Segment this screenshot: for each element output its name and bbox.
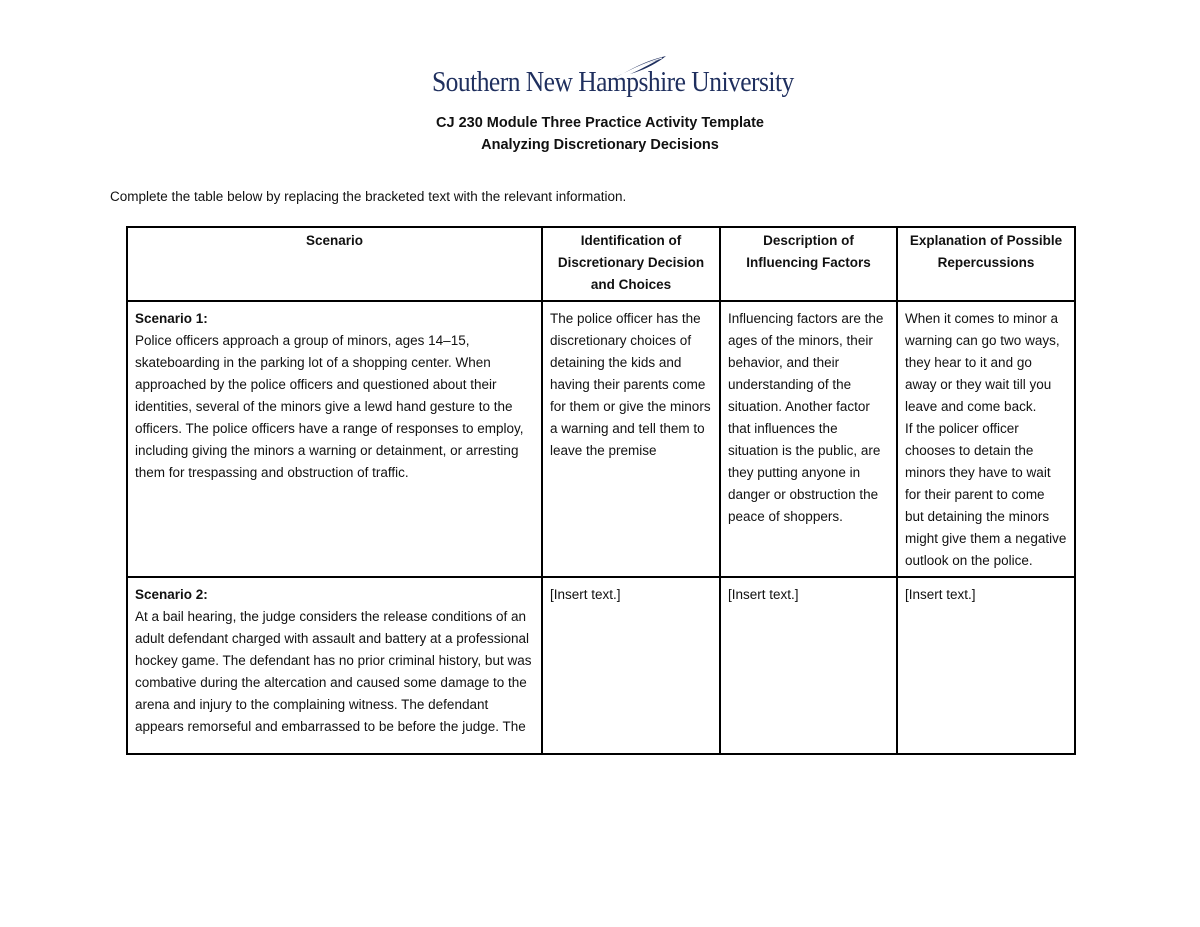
placeholder-text: [Insert text.] — [728, 587, 799, 602]
repercussions-paragraph: When it comes to minor a warning can go two ways, they hear to it and go away or they wait till you leave and come back. — [905, 311, 1060, 414]
column-header-repercussions: Explanation of Possible Repercussions — [897, 227, 1075, 301]
activity-table — [126, 226, 1076, 755]
column-header-factors: Description of Influencing Factors — [720, 227, 897, 301]
university-logo — [432, 54, 794, 106]
repercussions-paragraph: If the policer officer chooses to detain the minors they have to wait for their parent to come but detaining the minors might give them a negative outlook on the police. — [905, 421, 1067, 568]
repercussions-cell[interactable] — [897, 301, 1075, 577]
scenario-text: Police officers approach a group of minors, ages 14–15, skateboarding in the parking lot of a shopping center. When approached by the police officers and questioned about their identities, several of the minors give a lewd hand gesture to the officers. The police officers have a range of responses to employ, including giving the minors a warning or detainment, or arresting them for trespassing and obstruction of traffic. — [135, 333, 524, 480]
scenario-cell — [127, 301, 542, 577]
column-header-scenario: Scenario — [127, 227, 542, 301]
identification-cell[interactable]: The police officer has the discretionary choices of detaining the kids and having their parents come for them or give the minors a warning and tell them to leave the premise — [542, 301, 720, 577]
column-header-identification: Identification of Discretionary Decision and Choices — [542, 227, 720, 301]
placeholder-text: [Insert text.] — [905, 587, 976, 602]
table-row — [127, 577, 1075, 754]
factors-cell[interactable]: Influencing factors are the ages of the minors, their behavior, and their understanding of the situation. Another factor that influences the situation is the public, are they putting anyone in danger or obstruction the peace of shoppers. — [720, 301, 897, 577]
scenario-cell — [127, 577, 542, 754]
instructions-text: Complete the table below by replacing the bracketed text with the relevant information. — [110, 189, 627, 204]
scenario-title: Scenario 2: — [135, 587, 208, 602]
logo-text: Southern New Hampshire University — [432, 66, 794, 98]
factors-cell[interactable] — [720, 577, 897, 754]
scenario-text: At a bail hearing, the judge considers the release conditions of an adult defendant charged with assault and battery at a professional hockey game. The defendant has no prior criminal history, but was combative during the altercation and caused some damage to the arena and injury to the complaining witness. The defendant appears remorseful and embarrassed to be before the judge. The — [135, 609, 532, 734]
repercussions-cell[interactable] — [897, 577, 1075, 754]
document-header — [0, 112, 1200, 156]
identification-cell[interactable] — [542, 577, 720, 754]
scenario-title: Scenario 1: — [135, 311, 208, 326]
table-row — [127, 301, 1075, 577]
placeholder-text: [Insert text.] — [550, 587, 621, 602]
document-title: CJ 230 Module Three Practice Activity Template — [436, 115, 764, 131]
table-header-row — [127, 227, 1075, 301]
document-subtitle: Analyzing Discretionary Decisions — [481, 137, 719, 153]
